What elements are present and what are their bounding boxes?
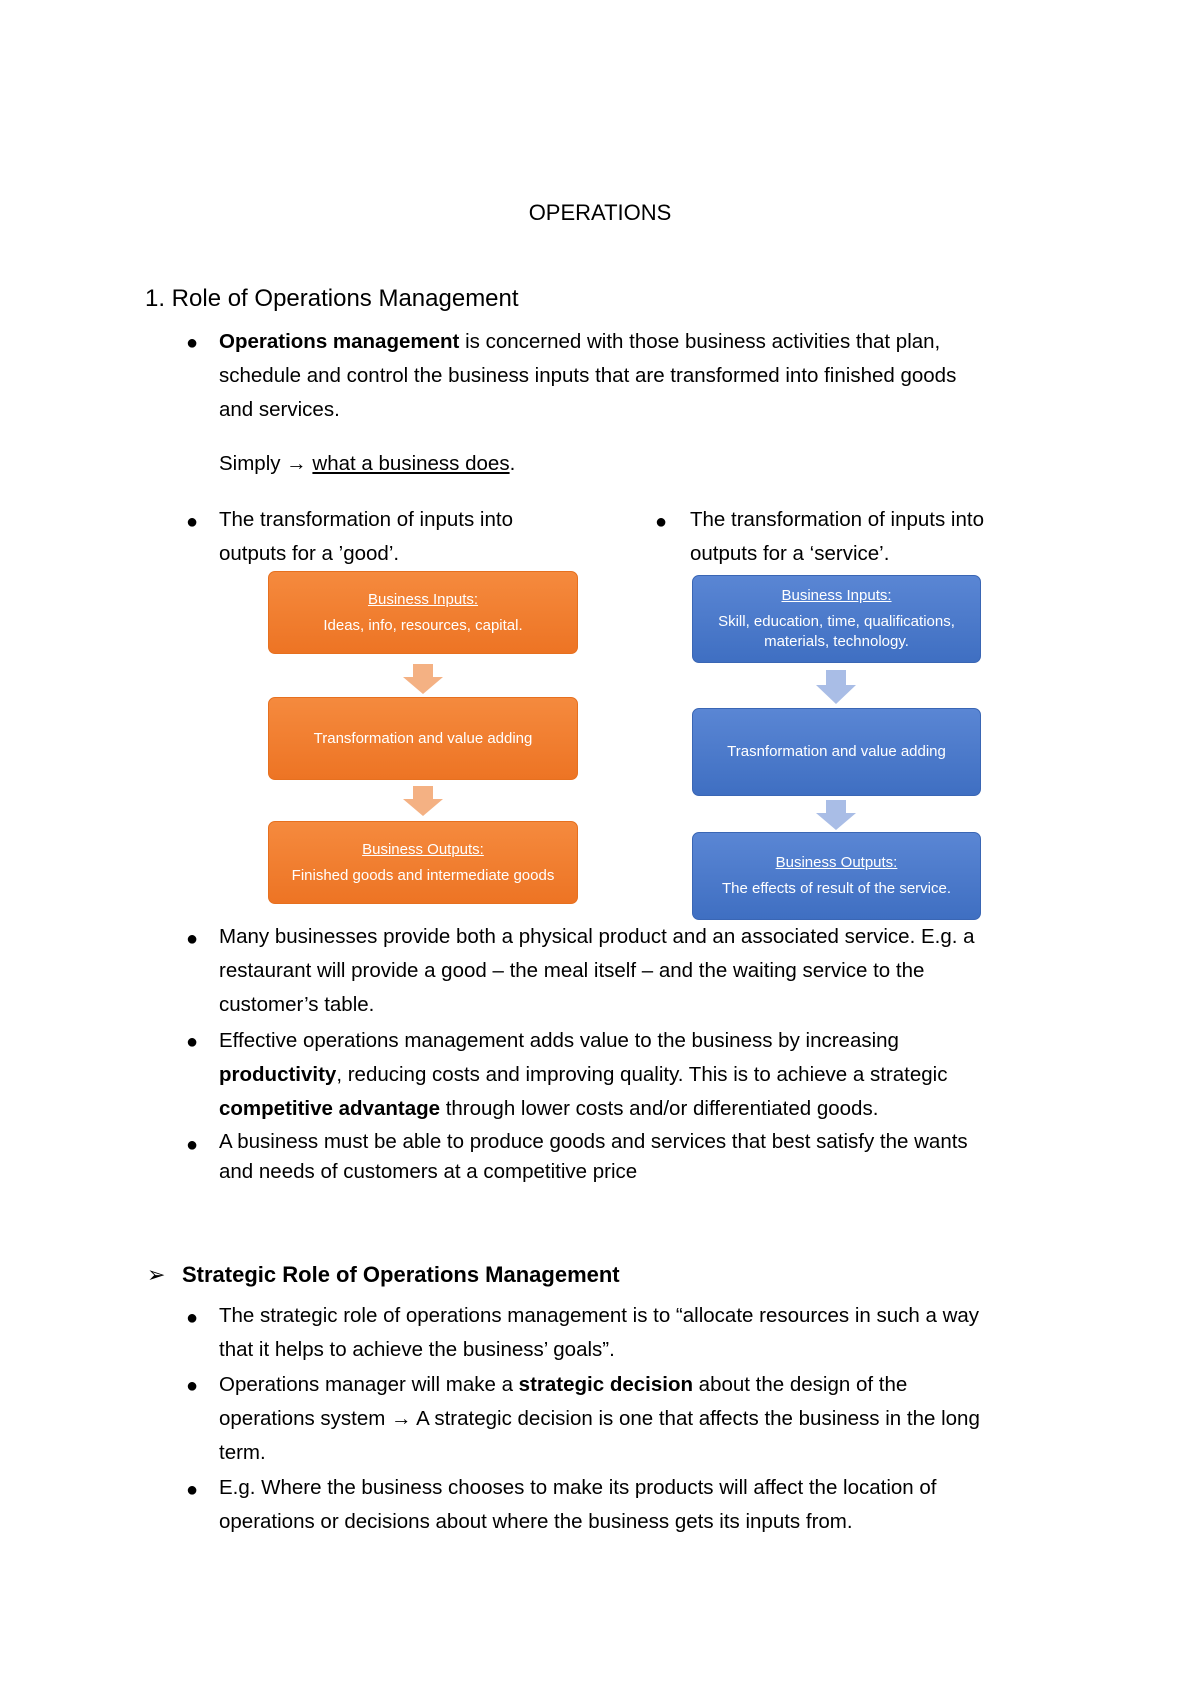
good-transformation-box: Transformation and value adding [268,697,578,780]
good-inputs-box: Business Inputs: Ideas, info, resources, capital. [268,571,578,654]
bullet-many-businesses: Many businesses provide both a physical product and an associated service. E.g. a restaurant will provide a good – the meal itself – and the waiting service to the customer’s table. [219,925,975,1016]
service-transformation-box: Trasnformation and value adding [692,708,981,796]
bullet-dot: ● [186,1031,199,1053]
bullet-dot: ● [186,1479,199,1501]
simply-line: Simply → what a business does. [219,452,516,475]
right-arrow-icon: → [286,452,307,475]
right-arrow-icon: → [391,1407,412,1430]
bullet-must-produce: A business must be able to produce goods and services that best satisfy the wants and needs of customers at a competitive price [219,1130,968,1183]
bullet-dot: ● [186,1375,199,1397]
section-heading-strategic: Strategic Role of Operations Management [182,1262,620,1287]
bullet-dot: ● [655,511,668,533]
down-arrow-icon [401,664,445,694]
bullet-dot: ● [186,928,199,950]
bullet-service-transformation: The transformation of inputs into outputs for a ‘service’. [690,508,984,565]
document-title: OPERATIONS [528,200,672,225]
bullet-dot: ● [186,1134,199,1156]
bullet-dot: ● [186,332,199,354]
bold-term: Operations management [219,330,460,353]
down-arrow-icon [814,800,858,830]
bullet-operations-management: Operations management is concerned with those business activities that plan, schedule and control the business inputs that are transformed into finished goods and services. [219,330,957,421]
arrow-bullet-icon: ➢ [147,1262,166,1287]
service-inputs-box: Business Inputs: Skill, education, time, qualifications, materials, technology. [692,575,981,663]
bullet-operations-manager: Operations manager will make a strategic decision about the design of the operations system → A strategic decision is one that affects the business in the long term. [219,1373,980,1464]
bullet-effective-operations: Effective operations management adds value to the business by increasing productivity, reducing costs and improving quality. This is to achieve a strategic competitive advantage through lower costs and/or differentiated goods. [219,1029,948,1120]
down-arrow-icon [401,786,445,816]
section-heading-role: 1. Role of Operations Management [145,285,519,312]
bullet-good-transformation: The transformation of inputs into outputs for a ’good’. [219,508,513,565]
down-arrow-icon [814,670,858,704]
bullet-dot: ● [186,1307,199,1329]
bullet-strategic-role: The strategic role of operations management is to “allocate resources in such a way that it helps to achieve the business’ goals”. [219,1304,980,1361]
bullet-example-location: E.g. Where the business chooses to make its products will affect the location of operations or decisions about where the business gets its inputs from. [219,1476,937,1533]
service-outputs-box: Business Outputs: The effects of result of the service. [692,832,981,920]
good-outputs-box: Business Outputs: Finished goods and intermediate goods [268,821,578,904]
bullet-dot: ● [186,511,199,533]
